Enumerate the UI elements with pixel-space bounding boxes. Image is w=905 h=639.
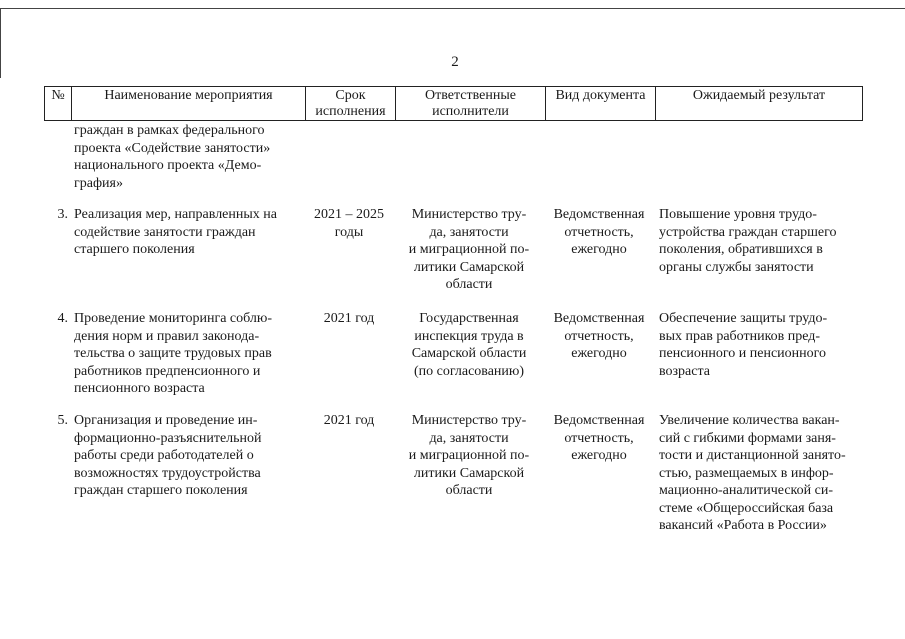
- header-term: Срок исполнения: [306, 87, 396, 121]
- row-term: 2021 год: [323, 413, 375, 428]
- header-name: Наименование мероприятия: [72, 87, 306, 121]
- row-num: 5.: [57, 413, 68, 428]
- row-responsible: Министерство тру- да, занятости и миграционной по- литики Самарской области: [408, 207, 530, 292]
- page-border-left: [0, 8, 1, 78]
- header-result: Ожидаемый результат: [656, 87, 863, 121]
- row-doc-type: Ведомственная отчетность, ежегодно: [553, 311, 645, 361]
- row-num: 3.: [57, 207, 68, 222]
- header-doc-type: Вид документа: [546, 87, 656, 121]
- row-name: Реализация мер, направленных на содействие занятости граждан старшего поколения: [74, 207, 277, 257]
- header-responsible: Ответственные исполнители: [396, 87, 546, 121]
- row-result: Увеличение количества вакан- сий с гибкими формами заня- тости и дистанционной занято- стью, размещаемых в инфор- мационно-аналитической си- стеме «Общероссийская база вакансий «Работа в России»: [659, 413, 846, 533]
- table-header: [44, 86, 863, 121]
- row-result: Обеспечение защиты трудо- вых прав работников пред- пенсионного и пенсионного возраста: [659, 311, 828, 379]
- row-doc-type: Ведомственная отчетность, ежегодно: [553, 207, 645, 257]
- page-number: 2: [451, 54, 459, 70]
- row-responsible: Государственная инспекция труда в Самарской области (по согласованию): [411, 311, 527, 379]
- row-responsible: Министерство тру- да, занятости и миграционной по- литики Самарской области: [408, 413, 530, 498]
- header-num: №: [45, 87, 72, 121]
- page-border-top: [0, 8, 905, 9]
- row-term: 2021 – 2025 годы: [314, 207, 384, 240]
- row-term: 2021 год: [323, 311, 375, 326]
- row-doc-type: Ведомственная отчетность, ежегодно: [553, 413, 645, 463]
- row-num: 4.: [57, 311, 68, 326]
- row-result: Повышение уровня трудо- устройства граждан старшего поколения, обратившихся в органы службы занятости: [659, 207, 837, 275]
- row-name: Проведение мониторинга соблю- дения норм и правил законода- тельства о защите трудовых прав работников предпенсионного и пенсионного возраста: [74, 311, 273, 396]
- row-name: Организация и проведение ин- формационно-разъяснительной работы среди работодателей о возможностях трудоустройства граждан старшего поколения: [74, 413, 262, 498]
- continuation-name: граждан в рамках федерального проекта «Содействие занятости» национального проекта «Демо- графия»: [74, 123, 271, 191]
